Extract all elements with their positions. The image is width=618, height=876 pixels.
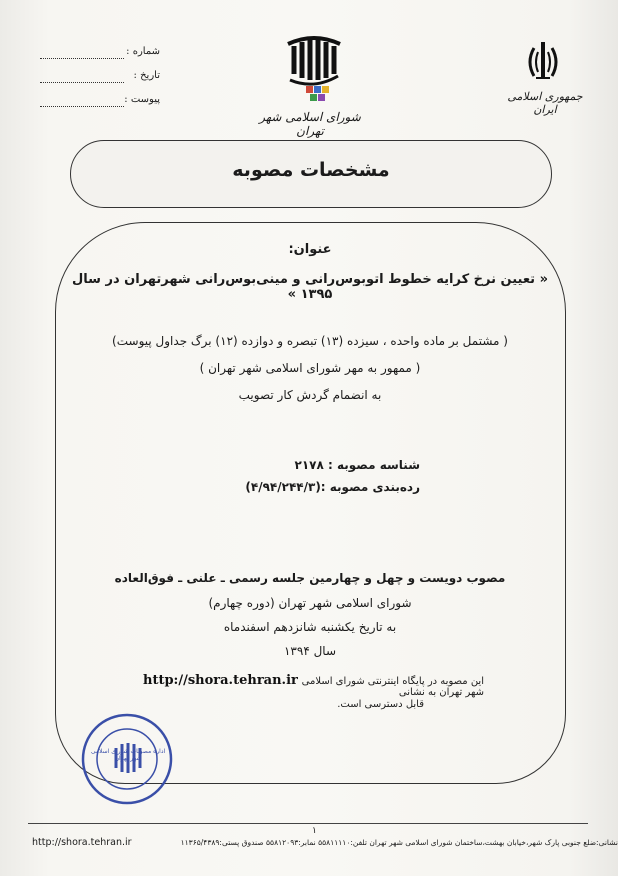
republic-name: جمهوری اسلامی ایران: [507, 90, 583, 116]
number-field: [40, 46, 160, 62]
footer-divider: [28, 823, 588, 824]
approval-line: سال ۱۳۹۴: [283, 644, 337, 658]
page-number: ۱: [312, 826, 317, 836]
spec-box: [70, 140, 552, 208]
footer-address: نشانی:ضلع جنوبی پارک شهر،خیابان بهشت،ساختمان شورای اسلامی شهر تهران تلفن:۵۵۸۱۱۱۱۰ نمابر:۵۵۸۱۲۰۹۳ صندوق پستی:۱۱۳۶۵/۴۳۸۹: [180, 838, 618, 847]
iran-emblem-icon: [520, 38, 566, 84]
council-name: شورای اسلامی شهر تهران: [259, 110, 361, 138]
attachment-label: پیوست :: [124, 94, 160, 105]
title-label: عنوان:: [288, 242, 332, 257]
approval-line: به تاریخ یکشنبه شانزدهم اسفندماه: [223, 620, 397, 634]
approval-line: شورای اسلامی شهر تهران (دوره چهارم): [208, 596, 412, 610]
resolution-title: « تعیین نرخ کرایه خطوط اتوبوس‌رانی و مینی‌بوس‌رانی شهرتهران در سال ۱۳۹۵ »: [71, 272, 548, 302]
date-label: تاریخ :: [133, 70, 160, 81]
number-label: شماره :: [126, 46, 160, 57]
publication-text: این مصوبه در پایگاه اینترنتی شورای اسلامی شهر تهران به نشانی: [301, 676, 484, 698]
dotted-line: [40, 106, 124, 107]
approval-line: مصوب دویست و چهل و چهارمین جلسه رسمی ـ علنی ـ فوق‌العاده: [114, 571, 506, 585]
publication-text-2: قابل دسترسی است.: [337, 699, 424, 710]
dotted-line: [40, 82, 124, 83]
stamp-text: اداره مصوبات شورای اسلامی شهر تهران: [90, 748, 166, 762]
approval-id: شناسه مصوبه : ۲۱۷۸: [294, 458, 420, 472]
attachment-field: [40, 94, 160, 110]
classification: رده‌بندی مصوبه :(۴/۹۴/۲۴۴/۳): [245, 480, 420, 494]
includes-line: به انضمام گردش کار تصویب: [238, 388, 382, 402]
includes-line: ( ممهور به مهر شورای اسلامی شهر تهران ): [199, 361, 421, 375]
council-logo-icon: [276, 32, 356, 112]
spec-title: مشخصات مصوبه: [232, 159, 390, 181]
includes-line: ( مشتمل بر ماده واحده ، سیزده (۱۳) تبصره و دوازده (۱۲) برگ جداول پیوست): [112, 334, 508, 348]
date-field: [40, 70, 160, 86]
dotted-line: [40, 58, 124, 59]
footer-link[interactable]: http://shora.tehran.ir: [32, 837, 132, 848]
publication-link[interactable]: http://shora.tehran.ir: [143, 673, 298, 688]
